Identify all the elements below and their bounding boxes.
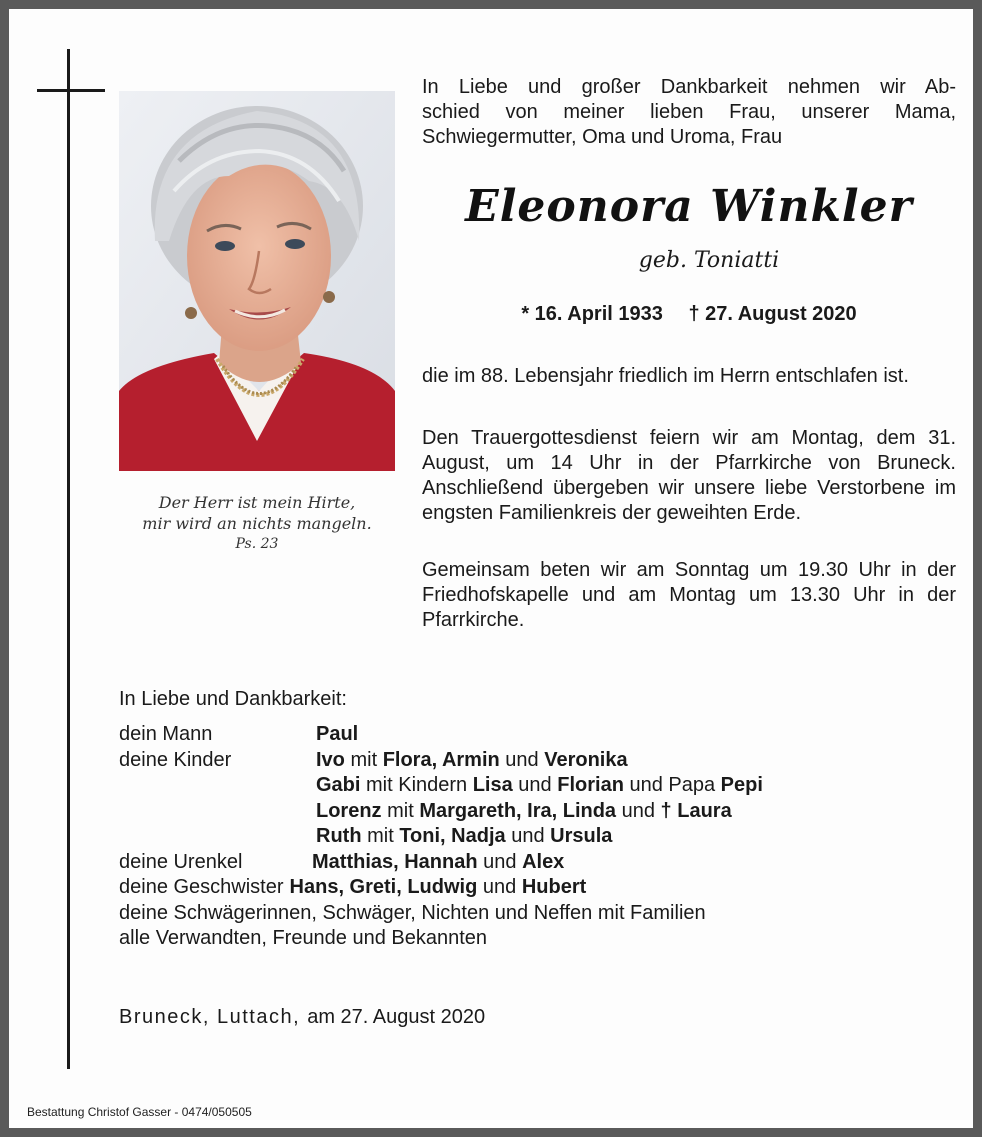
date-text: am 27. August 2020 xyxy=(307,1006,486,1028)
relative-name: Lisa xyxy=(472,774,513,796)
relative-line xyxy=(312,850,564,876)
connector-text: mit xyxy=(361,825,400,847)
psalm-line-2: mir wird an nichts mangeln. xyxy=(142,514,372,533)
family-list xyxy=(119,722,939,952)
intro-text xyxy=(422,75,956,150)
relative-line xyxy=(316,799,732,825)
relation-label-blank xyxy=(119,824,316,850)
relative-name: Matthias, Hannah xyxy=(312,850,478,873)
relation-label: deine Kinder xyxy=(119,748,232,771)
connector-text: und xyxy=(616,799,661,822)
cross-icon xyxy=(67,49,70,1069)
connector-text: und xyxy=(499,748,545,771)
relative-name: Hubert xyxy=(521,876,587,898)
cross-icon-bar xyxy=(37,89,105,92)
obituary-page xyxy=(9,9,973,1128)
family-row-great-grandchildren xyxy=(119,850,939,876)
place-and-date xyxy=(119,1004,485,1030)
family-row-children xyxy=(119,824,939,850)
intro-line-3: Schwiegermutter, Oma und Uroma, Frau xyxy=(422,126,783,148)
relative-line xyxy=(290,875,587,901)
intro-line-2: schied von meiner lieben Frau, unserer Mama, xyxy=(422,101,956,123)
life-dates xyxy=(422,301,956,327)
connector-text: und xyxy=(477,876,522,898)
family-row-children xyxy=(119,773,939,799)
relative-name: Pepi xyxy=(720,774,763,796)
birth-date: * 16. April 1933 xyxy=(521,303,663,325)
relative-name: Ivo xyxy=(316,748,345,771)
relation-label: dein Mann xyxy=(119,723,213,745)
connector-text: und Papa xyxy=(623,774,721,796)
relative-name: Margareth, Ira, Linda xyxy=(419,799,617,822)
relative-name: Lorenz xyxy=(316,799,382,822)
relation-label: deine Geschwister xyxy=(119,876,284,898)
connector-text: und xyxy=(505,825,551,847)
deceased-name: Eleonora Winkler xyxy=(465,181,913,232)
relative-name: Ruth xyxy=(316,825,362,847)
relation-label: deine Urenkel xyxy=(119,850,243,873)
psalm-line-1: Der Herr ist mein Hirte, xyxy=(158,493,356,512)
relative-name: Veronika xyxy=(544,748,628,771)
psalm-quote xyxy=(119,492,395,555)
family-row-husband xyxy=(119,722,939,748)
funeral-home-credit: Bestattung Christof Gasser - 0474/050505 xyxy=(27,1105,252,1119)
relative-name: Alex xyxy=(522,850,565,873)
family-row-children xyxy=(119,799,939,825)
relative-name: Paul xyxy=(316,723,359,745)
connector-text: mit xyxy=(381,799,420,822)
family-row-in-laws: deine Schwägerinnen, Schwäger, Nichten und Neffen mit Familien xyxy=(119,901,706,924)
relative-name: † Laura xyxy=(660,799,732,822)
death-date: † 27. August 2020 xyxy=(688,303,857,325)
paragraph-prayer: Gemeinsam beten wir am Sonntag um 19.30 Uhr in der Friedhofskapelle und am Montag um 13.30 Uhr in der Pfarrkirche. xyxy=(422,559,956,631)
connector-text: mit xyxy=(344,748,383,771)
family-row-relatives: alle Verwandten, Freunde und Bekannten xyxy=(119,927,488,949)
relation-label-blank xyxy=(119,773,316,799)
relative-name: Toni, Nadja xyxy=(399,825,506,847)
connector-text: und xyxy=(477,850,523,873)
connector-text: und xyxy=(512,774,558,796)
thanks-heading: In Liebe und Dankbarkeit: xyxy=(119,688,347,710)
relative-name: Flora, Armin xyxy=(382,748,500,771)
family-row-siblings xyxy=(119,875,939,901)
paragraph-funeral: Den Trauergottesdienst feiern wir am Montag, dem 31. August, um 14 Uhr in der Pfarrkirche von Bruneck. Anschließend übergeben wir unsere liebe Verstorbene im engsten Familienkreis der geweihten Erde. xyxy=(422,427,956,524)
relative-line xyxy=(316,824,612,850)
relative-name: Florian xyxy=(557,774,624,796)
relative-line xyxy=(316,748,628,774)
family-row-children xyxy=(119,748,939,774)
relative-name: Gabi xyxy=(316,774,361,796)
relative-name: Hans, Greti, Ludwig xyxy=(289,876,478,898)
paragraph-passing: die im 88. Lebensjahr friedlich im Herrn entschlafen ist. xyxy=(422,365,909,387)
relative-name: Ursula xyxy=(550,825,613,847)
psalm-reference: Ps. 23 xyxy=(235,536,279,552)
relation-label-blank xyxy=(119,799,316,825)
portrait-photo xyxy=(119,91,395,471)
connector-text: mit Kindern xyxy=(360,774,473,796)
intro-line-1: In Liebe und großer Dankbarkeit nehmen wir Ab- xyxy=(422,76,956,98)
relative-line xyxy=(316,773,763,799)
place-text: Bruneck, Luttach, xyxy=(119,1006,308,1028)
maiden-name: geb. Toniatti xyxy=(638,248,780,273)
